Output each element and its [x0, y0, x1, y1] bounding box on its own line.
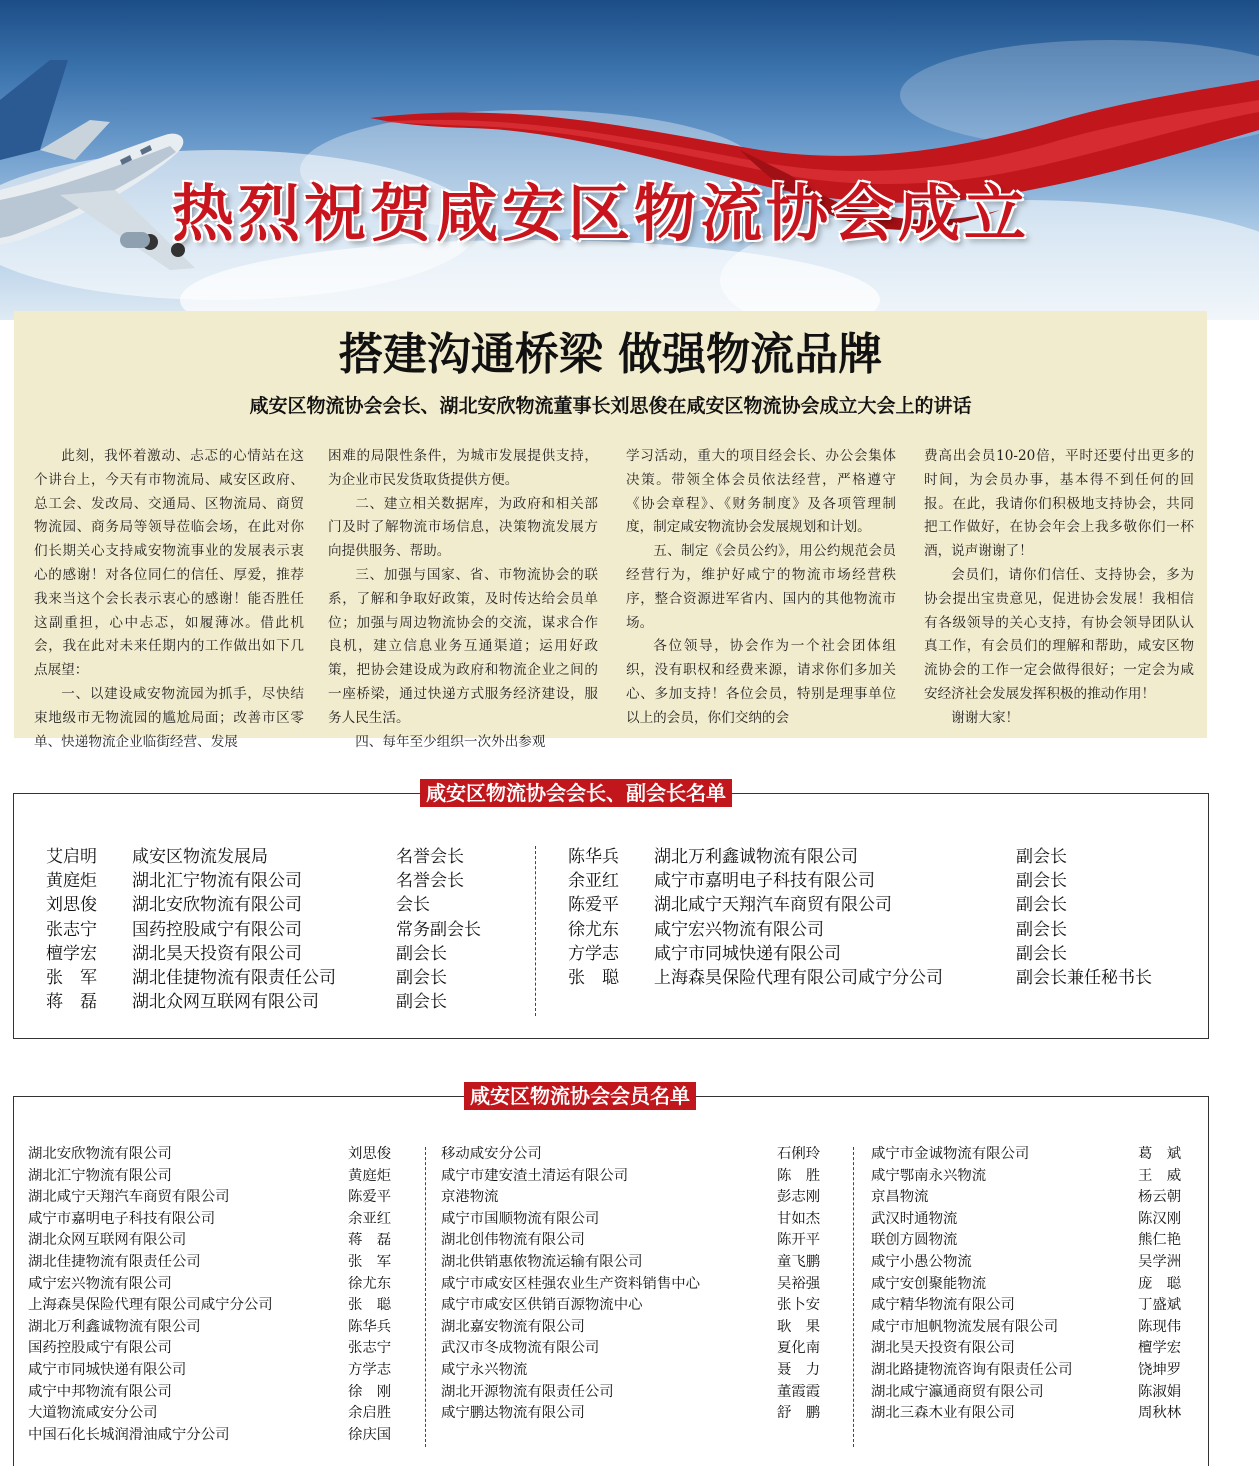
article-column-4	[924, 445, 1194, 731]
member-company: 咸宁中邦物流有限公司	[28, 1383, 172, 1400]
divider	[535, 846, 536, 1016]
leader-company: 国药控股咸宁有限公司	[132, 919, 302, 940]
member-contact: 张志宁	[348, 1340, 392, 1357]
member-contact: 杨云朝	[1138, 1189, 1182, 1206]
leaders-box	[13, 781, 1209, 1039]
article-column-1	[34, 445, 304, 754]
member-contact: 陈淑娟	[1138, 1383, 1182, 1400]
member-contact: 余亚红	[348, 1210, 392, 1227]
member-contact: 舒 鹏	[777, 1405, 821, 1422]
article-column-2	[328, 445, 598, 754]
article-subheadline: 咸安区物流协会会长、湖北安欣物流董事长刘思俊在咸安区物流协会成立大会上的讲话	[249, 395, 972, 417]
member-company: 咸宁永兴物流	[441, 1362, 528, 1378]
member-company: 湖北昊天投资有限公司	[871, 1340, 1015, 1357]
member-contact: 陈爱平	[348, 1189, 392, 1206]
article-paragraph: 二、建立相关数据库，为政府和相关部门及时了解物流市场信息，决策物流发展方向提供服务、帮助。	[328, 495, 598, 560]
divider	[425, 1147, 426, 1447]
leader-role: 副会长	[1016, 847, 1067, 867]
member-company: 咸宁市金诚物流有限公司	[871, 1146, 1030, 1162]
member-contact: 刘思俊	[348, 1146, 392, 1162]
member-contact: 耿 果	[777, 1318, 821, 1335]
leader-role: 副会长	[1016, 871, 1067, 892]
leader-company: 湖北万利鑫诚物流有限公司	[654, 847, 858, 867]
member-contact: 周秋林	[1138, 1405, 1182, 1422]
leader-role: 副会长	[1016, 895, 1067, 916]
leader-role: 名誉会长	[396, 871, 464, 892]
member-company: 上海森昊保险代理有限公司咸宁分公司	[28, 1297, 273, 1314]
member-company: 咸宁宏兴物流有限公司	[28, 1275, 172, 1292]
member-company: 咸宁市同城快递有限公司	[28, 1362, 187, 1378]
member-contact: 董霞霞	[777, 1383, 821, 1400]
member-contact: 童飞鹏	[777, 1254, 821, 1270]
article-paragraph: 谢谢大家！	[951, 709, 1020, 726]
members-box-title: 咸安区物流协会会员名单	[464, 1082, 696, 1110]
leader-name: 余亚红	[568, 871, 619, 892]
banner-title: 热烈祝贺咸安区物流协会成立	[172, 177, 1031, 250]
article-paragraph: 费高出会员10-20倍，平时还要付出更多的时间，为会员办事，基本得不到任何的回报。在此，我请你们积极地支持协会，共同把工作做好，在协会年会上我多敬你们一杯酒，说声谢谢了！	[924, 448, 1194, 560]
member-company: 咸宁市咸安区供销百源物流中心	[441, 1297, 643, 1314]
leader-company: 咸宁市嘉明电子科技有限公司	[654, 871, 875, 892]
member-contact: 张卜安	[777, 1297, 821, 1314]
member-company: 咸宁小愚公物流	[871, 1254, 972, 1270]
member-company: 湖北万利鑫诚物流有限公司	[28, 1318, 201, 1335]
member-company: 武汉市冬成物流有限公司	[441, 1340, 600, 1357]
member-company: 湖北供销惠侬物流运输有限公司	[441, 1254, 643, 1270]
leader-role: 副会长	[396, 943, 447, 964]
member-contact: 陈 胜	[777, 1167, 821, 1184]
member-contact: 熊仁艳	[1138, 1232, 1182, 1249]
leader-name: 方学志	[568, 943, 619, 964]
leader-company: 湖北汇宁物流有限公司	[132, 871, 302, 892]
member-company: 联创方圆物流	[871, 1232, 958, 1249]
member-company: 武汉时通物流	[871, 1210, 958, 1227]
article-headline: 搭建沟通桥梁 做强物流品牌	[338, 329, 883, 380]
speech-article	[14, 311, 1207, 750]
member-company: 大道物流咸安分公司	[28, 1405, 158, 1422]
article-paragraph: 三、加强与国家、省、市物流协会的联系，了解和争取好政策，及时传达给会员单位；加强与周边物流协会的交流，谋求合作良机，建立信息业务互通渠道；运用好政策，把协会建设成为政府和物流企业之间的一座桥梁，通过快递方式服务经济建设，服务人民生活。	[328, 566, 598, 726]
member-company: 咸宁安创聚能物流	[871, 1275, 987, 1292]
leaders-list-left	[46, 845, 526, 1015]
member-contact: 徐尤东	[348, 1275, 392, 1292]
leader-company: 湖北昊天投资有限公司	[132, 943, 302, 964]
member-company: 湖北路捷物流咨询有限责任公司	[871, 1362, 1073, 1378]
article-paragraph: 一、以建设咸安物流园为抓手，尽快结束地级市无物流园的尴尬局面；改善市区零单、快递物流企业临街经营、发展	[34, 685, 304, 750]
leader-name: 徐尤东	[568, 919, 619, 940]
member-company: 中国石化长城润滑油咸宁分公司	[28, 1426, 230, 1443]
member-company: 湖北开源物流有限责任公司	[441, 1383, 614, 1400]
leader-role: 副会长	[396, 968, 447, 988]
leader-name: 陈爱平	[568, 895, 619, 916]
leader-company: 湖北众网互联网有限公司	[132, 992, 319, 1013]
member-contact: 石俐玲	[777, 1146, 821, 1162]
member-company: 国药控股咸宁有限公司	[28, 1340, 172, 1357]
leader-role: 副会长	[1016, 943, 1067, 964]
leader-role: 副会长	[1016, 919, 1067, 940]
member-company: 湖北众网互联网有限公司	[28, 1232, 187, 1249]
member-company: 京港物流	[441, 1189, 499, 1206]
leader-name: 张 聪	[568, 968, 619, 988]
leader-role: 副会长兼任秘书长	[1016, 968, 1152, 988]
member-contact: 檀学宏	[1138, 1340, 1182, 1357]
member-company: 咸宁市嘉明电子科技有限公司	[28, 1210, 216, 1227]
article-paragraph: 四、每年至少组织一次外出参观	[355, 733, 546, 750]
member-company: 湖北汇宁物流有限公司	[28, 1167, 172, 1184]
leader-company: 湖北咸宁天翔汽车商贸有限公司	[654, 895, 892, 916]
member-company: 湖北创伟物流有限公司	[441, 1232, 585, 1249]
member-contact: 丁盛斌	[1138, 1297, 1182, 1314]
member-contact: 陈开平	[777, 1232, 821, 1249]
article-column-3	[626, 445, 896, 731]
article-paragraph: 此刻，我怀着激动、忐忑的心情站在这个讲台上，今天有市物流局、咸安区政府、总工会、发改局、交通局、区物流局、商贸物流园、商务局等领导莅临会场，在此对你们长期关心支持咸安物流事业的发展表示衷心的感谢！对各位同仁的信任、厚爱，推荐我来当这个会长表示衷心的感谢！能否胜任这副重担，心中忐忑，如履薄冰。借此机会，我在此对未来任期内的工作做出如下几点展望：	[34, 448, 304, 679]
member-contact: 徐庆国	[348, 1426, 392, 1443]
member-contact: 庞 聪	[1138, 1275, 1182, 1292]
leader-name: 张志宁	[46, 919, 97, 940]
member-contact: 张 聪	[348, 1297, 392, 1314]
leader-company: 湖北佳捷物流有限责任公司	[132, 968, 336, 988]
leader-name: 黄庭炬	[46, 871, 97, 892]
member-company: 咸宁鄂南永兴物流	[871, 1167, 987, 1184]
member-contact: 葛 斌	[1138, 1146, 1182, 1162]
leaders-list-right	[568, 845, 1188, 995]
member-contact: 吴学洲	[1138, 1254, 1182, 1270]
member-contact: 黄庭炬	[348, 1167, 392, 1184]
member-company: 移动咸安分公司	[441, 1146, 542, 1162]
member-contact: 吴裕强	[777, 1275, 821, 1292]
member-company: 湖北咸宁瀛通商贸有限公司	[871, 1383, 1044, 1400]
leader-company: 上海森昊保险代理有限公司咸宁分公司	[654, 968, 943, 988]
leader-company: 咸宁宏兴物流有限公司	[654, 919, 824, 940]
member-contact: 王 威	[1138, 1167, 1182, 1184]
member-company: 咸宁精华物流有限公司	[871, 1297, 1015, 1314]
member-contact: 蒋 磊	[348, 1232, 392, 1249]
leader-role: 会长	[396, 895, 430, 916]
member-contact: 张 军	[348, 1254, 392, 1270]
member-contact: 陈汉刚	[1138, 1210, 1182, 1227]
leader-company: 咸宁市同城快递有限公司	[654, 943, 841, 964]
banner	[0, 0, 1259, 320]
leader-name: 刘思俊	[46, 895, 97, 916]
leader-name: 蒋 磊	[46, 992, 97, 1013]
article-paragraph: 学习活动，重大的项目经会长、办公会集体决策。带领全体会员依法经营，严格遵守《协会章程》、《财务制度》及各项管理制度，制定咸安物流协会发展规划和计划。	[626, 448, 896, 536]
members-column-1	[28, 1144, 408, 1444]
member-contact: 徐 刚	[348, 1383, 392, 1400]
article-paragraph: 各位领导，协会作为一个社会团体组织，没有职权和经费来源，请求你们多加关心、多加支持！各位会员，特别是理事单位以上的会员，你们交纳的会	[626, 638, 896, 726]
leader-company: 湖北安欣物流有限公司	[132, 895, 302, 916]
member-contact: 夏化南	[777, 1340, 821, 1357]
member-company: 咸宁鹏达物流有限公司	[441, 1405, 585, 1422]
members-column-2	[441, 1144, 831, 1444]
member-contact: 余启胜	[348, 1405, 392, 1422]
member-company: 湖北咸宁天翔汽车商贸有限公司	[28, 1189, 230, 1206]
leader-role: 副会长	[396, 992, 447, 1013]
article-paragraph: 困难的局限性条件，为城市发展提供支持，为企业市民发货取货提供方便。	[328, 448, 598, 488]
member-company: 湖北安欣物流有限公司	[28, 1146, 172, 1162]
member-contact: 彭志刚	[777, 1189, 821, 1206]
leader-name: 檀学宏	[46, 943, 97, 964]
member-company: 咸宁市咸安区桂强农业生产资料销售中心	[441, 1275, 701, 1292]
member-contact: 陈华兵	[348, 1318, 392, 1335]
members-box	[13, 1084, 1209, 1466]
leader-company: 咸安区物流发展局	[132, 847, 268, 867]
member-company: 京昌物流	[871, 1189, 929, 1206]
member-company: 湖北三森木业有限公司	[871, 1405, 1015, 1422]
leader-name: 陈华兵	[568, 847, 619, 867]
leader-role: 名誉会长	[396, 847, 464, 867]
divider	[853, 1147, 854, 1447]
member-contact: 甘如杰	[777, 1210, 821, 1227]
member-company: 咸宁市建安渣土清运有限公司	[441, 1167, 629, 1184]
leader-name: 张 军	[46, 968, 97, 988]
members-column-3	[871, 1144, 1196, 1444]
member-company: 湖北佳捷物流有限责任公司	[28, 1254, 201, 1270]
member-company: 湖北嘉安物流有限公司	[441, 1318, 585, 1335]
member-contact: 陈现伟	[1138, 1318, 1182, 1335]
leader-role: 常务副会长	[396, 919, 481, 940]
member-contact: 方学志	[348, 1362, 392, 1378]
member-contact: 聂 力	[777, 1362, 821, 1378]
leader-name: 艾启明	[46, 847, 97, 867]
member-contact: 饶坤罗	[1138, 1362, 1182, 1378]
article-paragraph: 会员们，请你们信任、支持协会，多为协会提出宝贵意见，促进协会发展！我相信有各级领导的关心支持，有协会领导团队认真工作，有会员们的理解和帮助，咸安区物流协会的工作一定会做得很好；一定会为咸安经济社会发展发挥积极的推动作用！	[924, 566, 1194, 702]
member-company: 咸宁市国顺物流有限公司	[441, 1210, 600, 1227]
article-paragraph: 五、制定《会员公约》，用公约规范会员经营行为，维护好咸宁的物流市场经营秩序，整合资源进军省内、国内的其他物流市场。	[626, 543, 896, 631]
leaders-box-title: 咸安区物流协会会长、副会长名单	[420, 779, 732, 807]
member-company: 咸宁市旭帆物流发展有限公司	[871, 1318, 1059, 1335]
